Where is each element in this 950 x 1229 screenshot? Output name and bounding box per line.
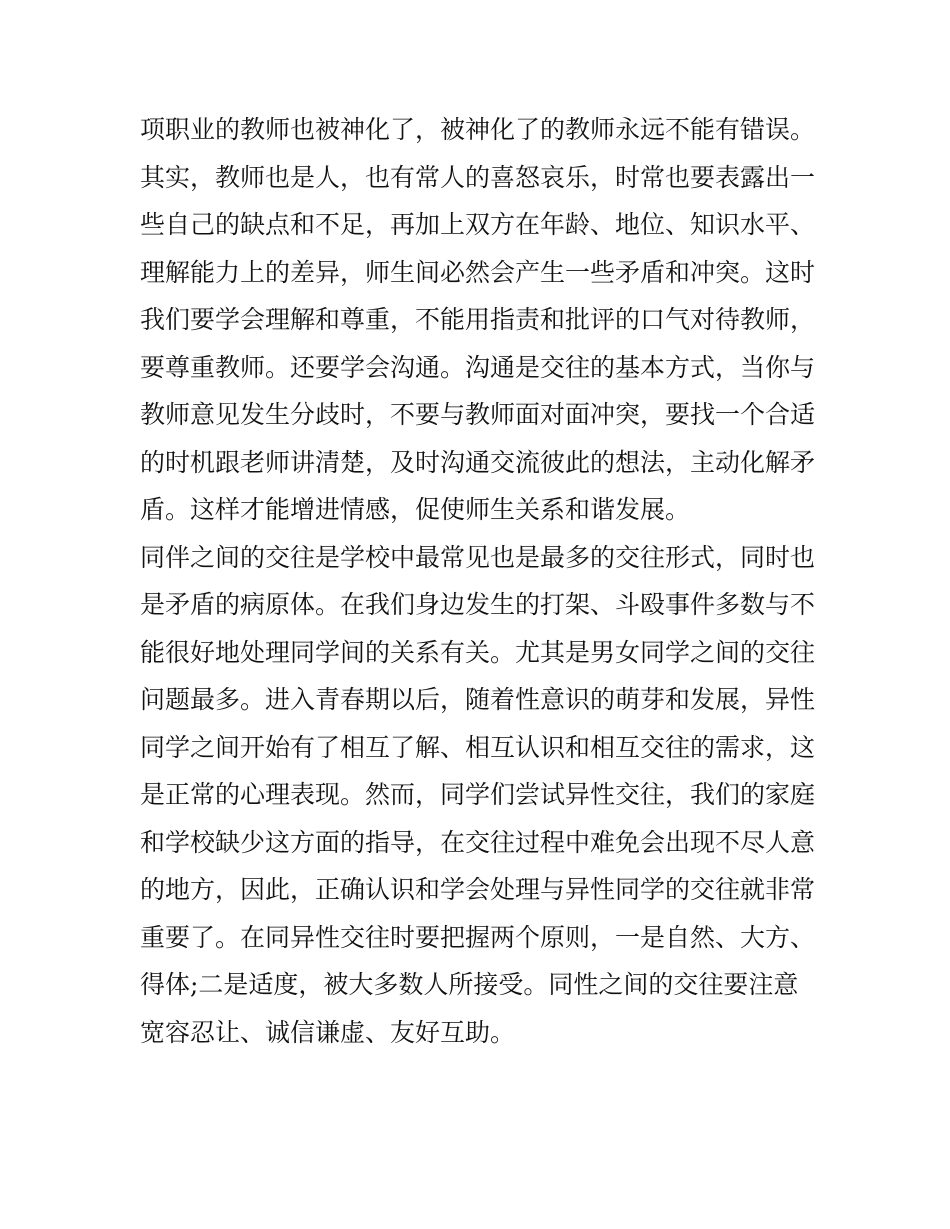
text-line: 得体;二是适度，被大多数人所接受。同性之间的交往要注意 [140, 970, 799, 999]
text-line: 些自己的缺点和不足，再加上双方在年龄、地位、知识水平、 [140, 210, 816, 239]
text-line: 问题最多。进入青春期以后，随着性意识的萌芽和发展，异性 [140, 685, 816, 714]
text-line: 项职业的教师也被神化了，被神化了的教师永远不能有错误。 [140, 115, 816, 144]
text-line: 我们要学会理解和尊重，不能用指责和批评的口气对待教师， [140, 305, 816, 334]
text-line: 宽容忍让、诚信谦虚、友好互助。 [140, 1017, 516, 1047]
text-line: 重要了。在同异性交往时要把握两个原则，一是自然、大方、 [140, 922, 816, 952]
text-line: 要尊重教师。还要学会沟通。沟通是交往的基本方式，当你与 [140, 352, 816, 382]
text-line: 同学之间开始有了相互了解、相互认识和相互交往的需求，这 [140, 732, 816, 762]
text-line: 其实，教师也是人，也有常人的喜怒哀乐，时常也要表露出一 [140, 162, 816, 192]
paragraph-peer-relations [140, 534, 820, 1057]
document-body [140, 106, 820, 1056]
text-line: 的时机跟老师讲清楚，及时沟通交流彼此的想法，主动化解矛 [140, 447, 816, 477]
text-line: 盾。这样才能增进情感，促使师生关系和谐发展。 [140, 495, 691, 524]
text-line: 能很好地处理同学间的关系有关。尤其是男女同学之间的交往 [140, 637, 816, 667]
text-line: 教师意见发生分歧时，不要与教师面对面冲突，要找一个合适 [140, 400, 816, 429]
text-line: 是正常的心理表现。然而，同学们尝试异性交往，我们的家庭 [140, 780, 816, 809]
text-line: 和学校缺少这方面的指导，在交往过程中难免会出现不尽人意 [140, 827, 816, 857]
text-line: 同伴之间的交往是学校中最常见也是最多的交往形式，同时也 [140, 542, 816, 572]
text-line: 是矛盾的病原体。在我们身边发生的打架、斗殴事件多数与不 [140, 590, 816, 619]
paragraph-teacher-relations [140, 106, 820, 534]
text-line: 理解能力上的差异，师生间必然会产生一些矛盾和冲突。这时 [140, 257, 816, 287]
text-line: 的地方，因此，正确认识和学会处理与异性同学的交往就非常 [140, 875, 816, 904]
